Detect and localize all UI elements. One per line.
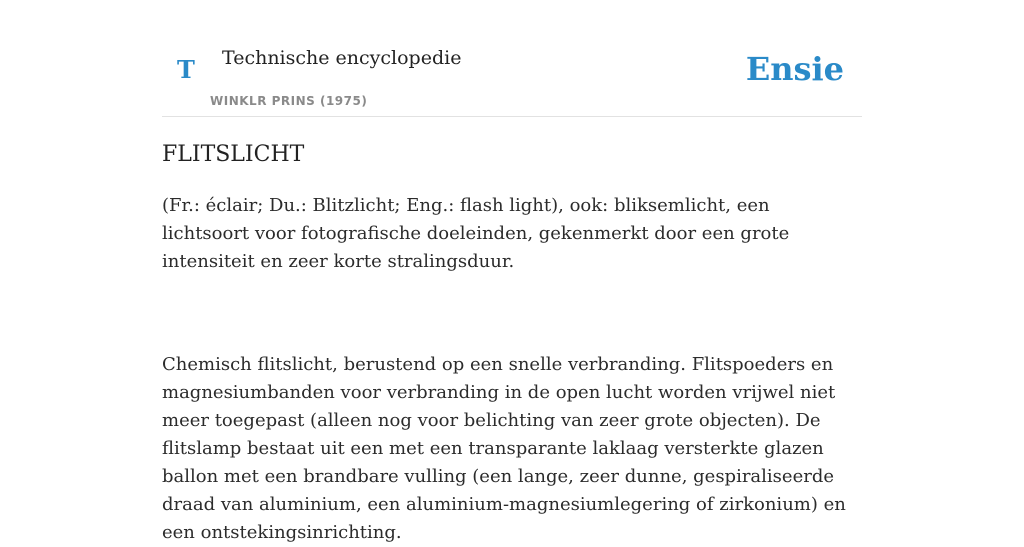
ensie-logo[interactable]: Ensie — [745, 50, 844, 88]
header — [162, 0, 862, 117]
encyclopedia-title[interactable]: Technische encyclopedie — [222, 47, 462, 69]
entry-paragraph: (Fr.: éclair; Du.: Blitzlicht; Eng.: flash light), ook: bliksemlicht, een lichtsoort voor fotografische doeleinden, gekenmerkt door een grote intensiteit en zeer korte stralingsduur. — [162, 195, 790, 272]
entry-paragraph: Chemisch flitslicht, berustend op een snelle verbranding. Flitspoeders en magnesiumbanden voor verbranding in de open lucht worden vrijwel niet meer toegepast (alleen nog voor belichting van zeer grote objecten). De flitslamp bestaat uit een met een transparante laklaag versterkte glazen ballon met een brandbare vulling (een lange, zeer dunne, gespiraliseerde draad van aluminium, een aluminium-magnesiumlegering of zirkonium) en een ontstekingsinrichting. — [162, 354, 846, 543]
source-label: WINKLR PRINS (1975) — [210, 94, 368, 108]
entry-title: FLITSLICHT — [162, 142, 305, 167]
encyclopedia-logo-icon[interactable]: T — [177, 55, 195, 84]
